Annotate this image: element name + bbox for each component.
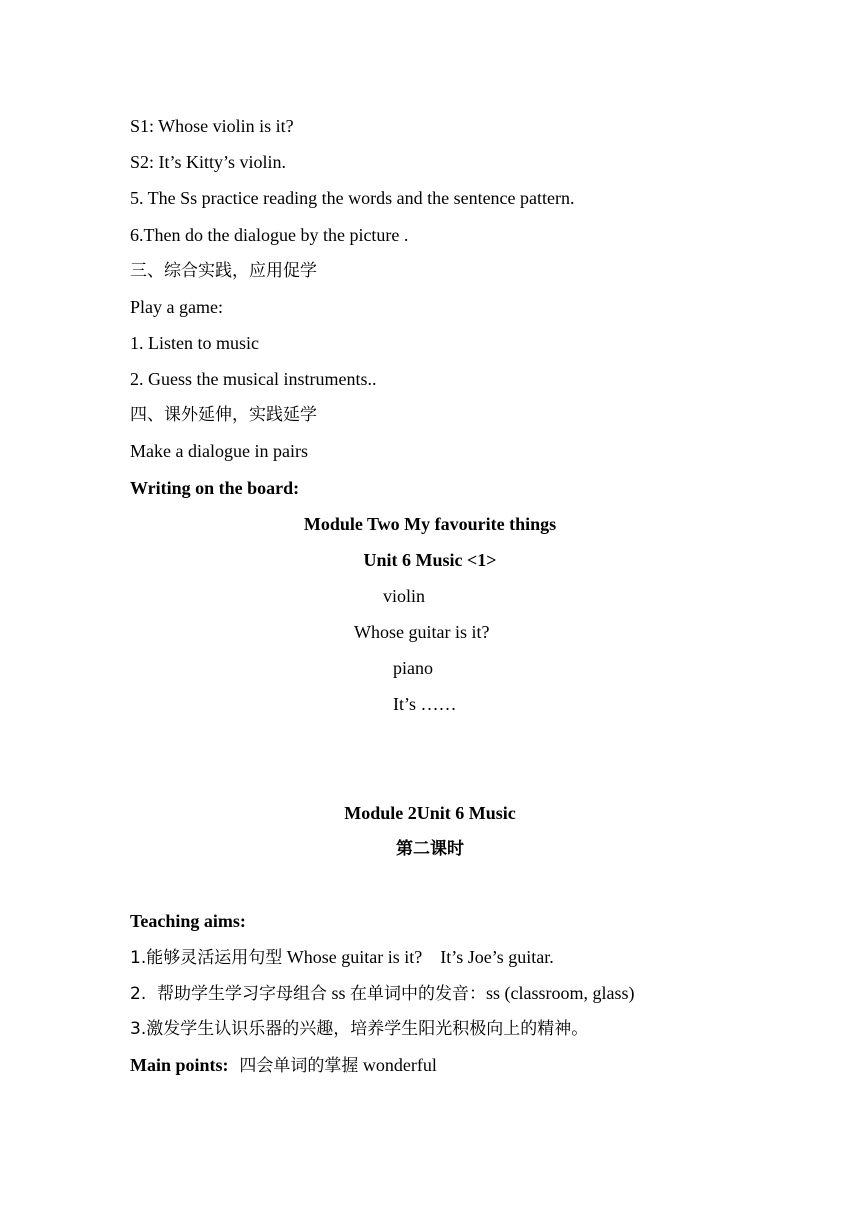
aim-3: 3.激发学生认识乐器的兴趣，培养学生阳光积极向上的精神。 [130,1019,589,1039]
board-word-piano: piano [393,658,433,678]
aim-1 [130,946,554,969]
aim-1-cn: 1.能够灵活运用句型 [130,948,283,968]
board-unit: Unit 6 Music <1> [363,550,497,570]
aim-1-en: Whose guitar is it? It’s Joe’s guitar. [282,947,554,967]
main-points-cn: 四会单词的掌握 [228,1056,359,1076]
aim-2-en-2: ss (classroom, glass) [486,983,635,1003]
pair-dialogue: Make a dialogue in pairs [130,441,308,461]
section-heading-4: 四、课外延伸，实践延学 [130,405,317,425]
board-word-violin: violin [383,586,426,606]
section2-title: Module 2Unit 6 Music [344,803,516,823]
dialogue-line-s2: S2: It’s Kitty’s violin. [130,152,287,172]
main-points-label: Main points: [130,1055,229,1075]
aim-2 [130,982,635,1005]
section2-period: 第二课时 [396,839,464,859]
board-title: Module Two My favourite things [303,514,557,534]
game-step-2: 2. Guess the musical instruments.. [130,369,377,389]
game-intro: Play a game: [130,297,223,317]
teaching-aims-heading: Teaching aims: [130,911,246,931]
board-answer: It’s …… [393,694,457,714]
section-heading-3: 三、综合实践，应用促学 [130,261,317,281]
board-sentence: Whose guitar is it? [354,622,490,642]
main-points-en: wonderful [358,1055,437,1075]
aim-2-cn-2: 在单词中的发音： [350,984,487,1004]
step-6: 6.Then do the dialogue by the picture . [130,225,409,245]
step-5: 5. The Ss practice reading the words and the sentence pattern. [130,188,575,208]
game-step-1: 1. Listen to music [130,333,259,353]
aim-2-en: ss [327,983,351,1003]
dialogue-line-s1: S1: Whose violin is it? [130,116,294,136]
aim-2-cn: 2. 帮助学生学习字母组合 [130,984,328,1004]
main-points [130,1054,437,1077]
board-heading: Writing on the board: [130,478,300,498]
